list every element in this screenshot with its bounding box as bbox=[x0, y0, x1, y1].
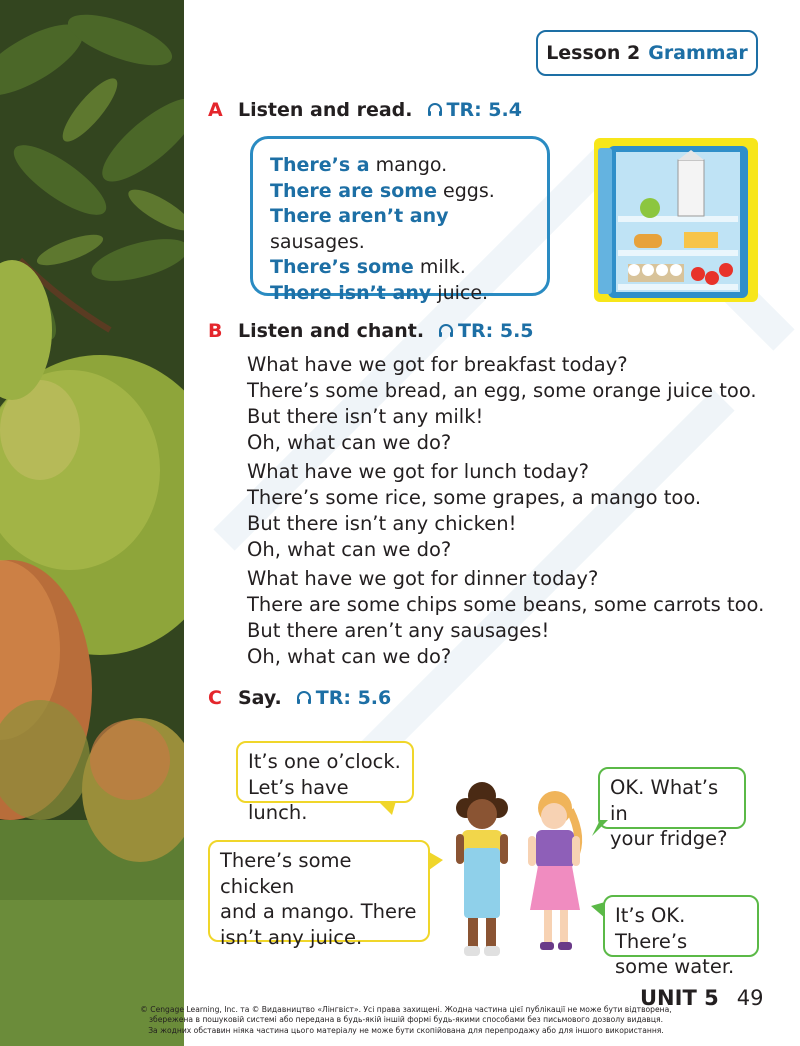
chant-line: Oh, what can we do? bbox=[247, 645, 452, 668]
bubble-line: OK. What’s in bbox=[610, 776, 719, 825]
chant-line: There are some chips some beans, some carrots too. bbox=[247, 593, 765, 616]
section-a-heading bbox=[208, 99, 522, 121]
speech-bubble-4 bbox=[603, 895, 759, 978]
headphones-icon bbox=[438, 323, 454, 339]
section-b-heading bbox=[208, 320, 534, 342]
two-girls-illustration bbox=[440, 778, 600, 968]
chant-line: But there isn’t any chicken! bbox=[247, 512, 517, 535]
grammar-key: There isn’t any bbox=[270, 281, 432, 304]
speech-bubble-2 bbox=[598, 767, 746, 850]
chant-verse bbox=[247, 459, 764, 563]
grammar-key: There are some bbox=[270, 179, 437, 202]
lesson-topic: Grammar bbox=[648, 42, 748, 64]
fridge-illustration bbox=[594, 138, 758, 302]
mango-tree-photo bbox=[0, 0, 184, 1046]
track-label: TR: 5.6 bbox=[315, 687, 392, 709]
audio-track[interactable] bbox=[438, 320, 533, 342]
chant-line: There’s some bread, an egg, some orange juice too. bbox=[247, 379, 757, 402]
bubble-line: and a mango. There bbox=[220, 900, 417, 923]
speech-bubble-3 bbox=[208, 840, 430, 949]
bubble-line: There’s some chicken bbox=[220, 849, 352, 898]
grammar-line bbox=[270, 153, 547, 179]
bubble-line: It’s OK. There’s bbox=[615, 904, 688, 953]
copyright-line: збережена в пошуковій системі або передана в будь-якій іншій формі будь-якими способами без письмового дозволу видавця. bbox=[149, 1015, 663, 1025]
grammar-line bbox=[270, 179, 547, 205]
page-number: 49 bbox=[736, 986, 764, 1010]
grammar-line bbox=[270, 281, 547, 307]
unit-label: UNIT 5 bbox=[640, 986, 719, 1010]
chant-line: But there aren’t any sausages! bbox=[247, 619, 550, 642]
section-letter: B bbox=[208, 320, 223, 342]
track-label: TR: 5.4 bbox=[446, 99, 522, 121]
audio-track[interactable] bbox=[296, 687, 391, 709]
bubble-line: It’s one o’clock. bbox=[248, 750, 401, 773]
bubble-tail bbox=[378, 801, 396, 815]
chant-line: But there isn’t any milk! bbox=[247, 405, 484, 428]
lesson-label: Lesson 2 bbox=[546, 42, 641, 64]
grammar-key: There’s a bbox=[270, 154, 370, 176]
bubble-line: isn’t any juice. bbox=[220, 925, 363, 949]
lesson-header bbox=[536, 30, 758, 76]
copyright-line: За жодних обставин ніяка частина цього матеріалу не може бути скопійована для перепродажу або для іншого використання. bbox=[148, 1025, 664, 1035]
grammar-line bbox=[270, 255, 547, 281]
track-label: TR: 5.5 bbox=[458, 320, 534, 342]
grammar-rest: eggs. bbox=[436, 179, 495, 202]
bubble-line: Let’s have lunch. bbox=[248, 775, 349, 824]
grammar-rest: sausages. bbox=[270, 230, 365, 253]
chant-line: Oh, what can we do? bbox=[247, 538, 452, 561]
section-title: Listen and read. bbox=[238, 99, 413, 121]
chant-line: What have we got for dinner today? bbox=[247, 567, 599, 590]
headphones-icon bbox=[296, 690, 312, 706]
chant-verse bbox=[247, 352, 764, 456]
chant-line: What have we got for lunch today? bbox=[247, 460, 589, 483]
speech-bubble-1 bbox=[236, 741, 414, 824]
section-letter: A bbox=[208, 99, 223, 121]
grammar-rest: juice. bbox=[431, 281, 489, 304]
section-c-heading bbox=[208, 687, 391, 709]
headphones-icon bbox=[427, 102, 443, 118]
section-letter: C bbox=[208, 687, 222, 709]
chant-line: Oh, what can we do? bbox=[247, 431, 452, 454]
grammar-rest: mango. bbox=[369, 154, 448, 176]
grammar-line bbox=[270, 204, 547, 255]
grammar-rest: milk. bbox=[413, 256, 466, 278]
bubble-line: some water. bbox=[615, 955, 735, 978]
copyright-notice bbox=[126, 1005, 686, 1036]
grammar-box bbox=[250, 136, 550, 304]
chant-line: What have we got for breakfast today? bbox=[247, 353, 628, 376]
chant-text bbox=[247, 352, 764, 670]
section-title: Say. bbox=[238, 687, 282, 709]
section-title: Listen and chant. bbox=[238, 320, 425, 342]
grammar-key: There aren’t any bbox=[270, 205, 449, 227]
bubble-line: your fridge? bbox=[610, 827, 728, 850]
chant-line: There’s some rice, some grapes, a mango too. bbox=[247, 486, 702, 509]
chant-verse bbox=[247, 566, 764, 670]
grammar-key: There’s some bbox=[270, 256, 414, 278]
copyright-line: © Cengage Learning, Inc. та © Видавництво «Лінгвіст». Усі права захищені. Жодна частина цієї публікації не може бути відтворена, bbox=[140, 1005, 672, 1014]
audio-track[interactable] bbox=[427, 99, 522, 121]
